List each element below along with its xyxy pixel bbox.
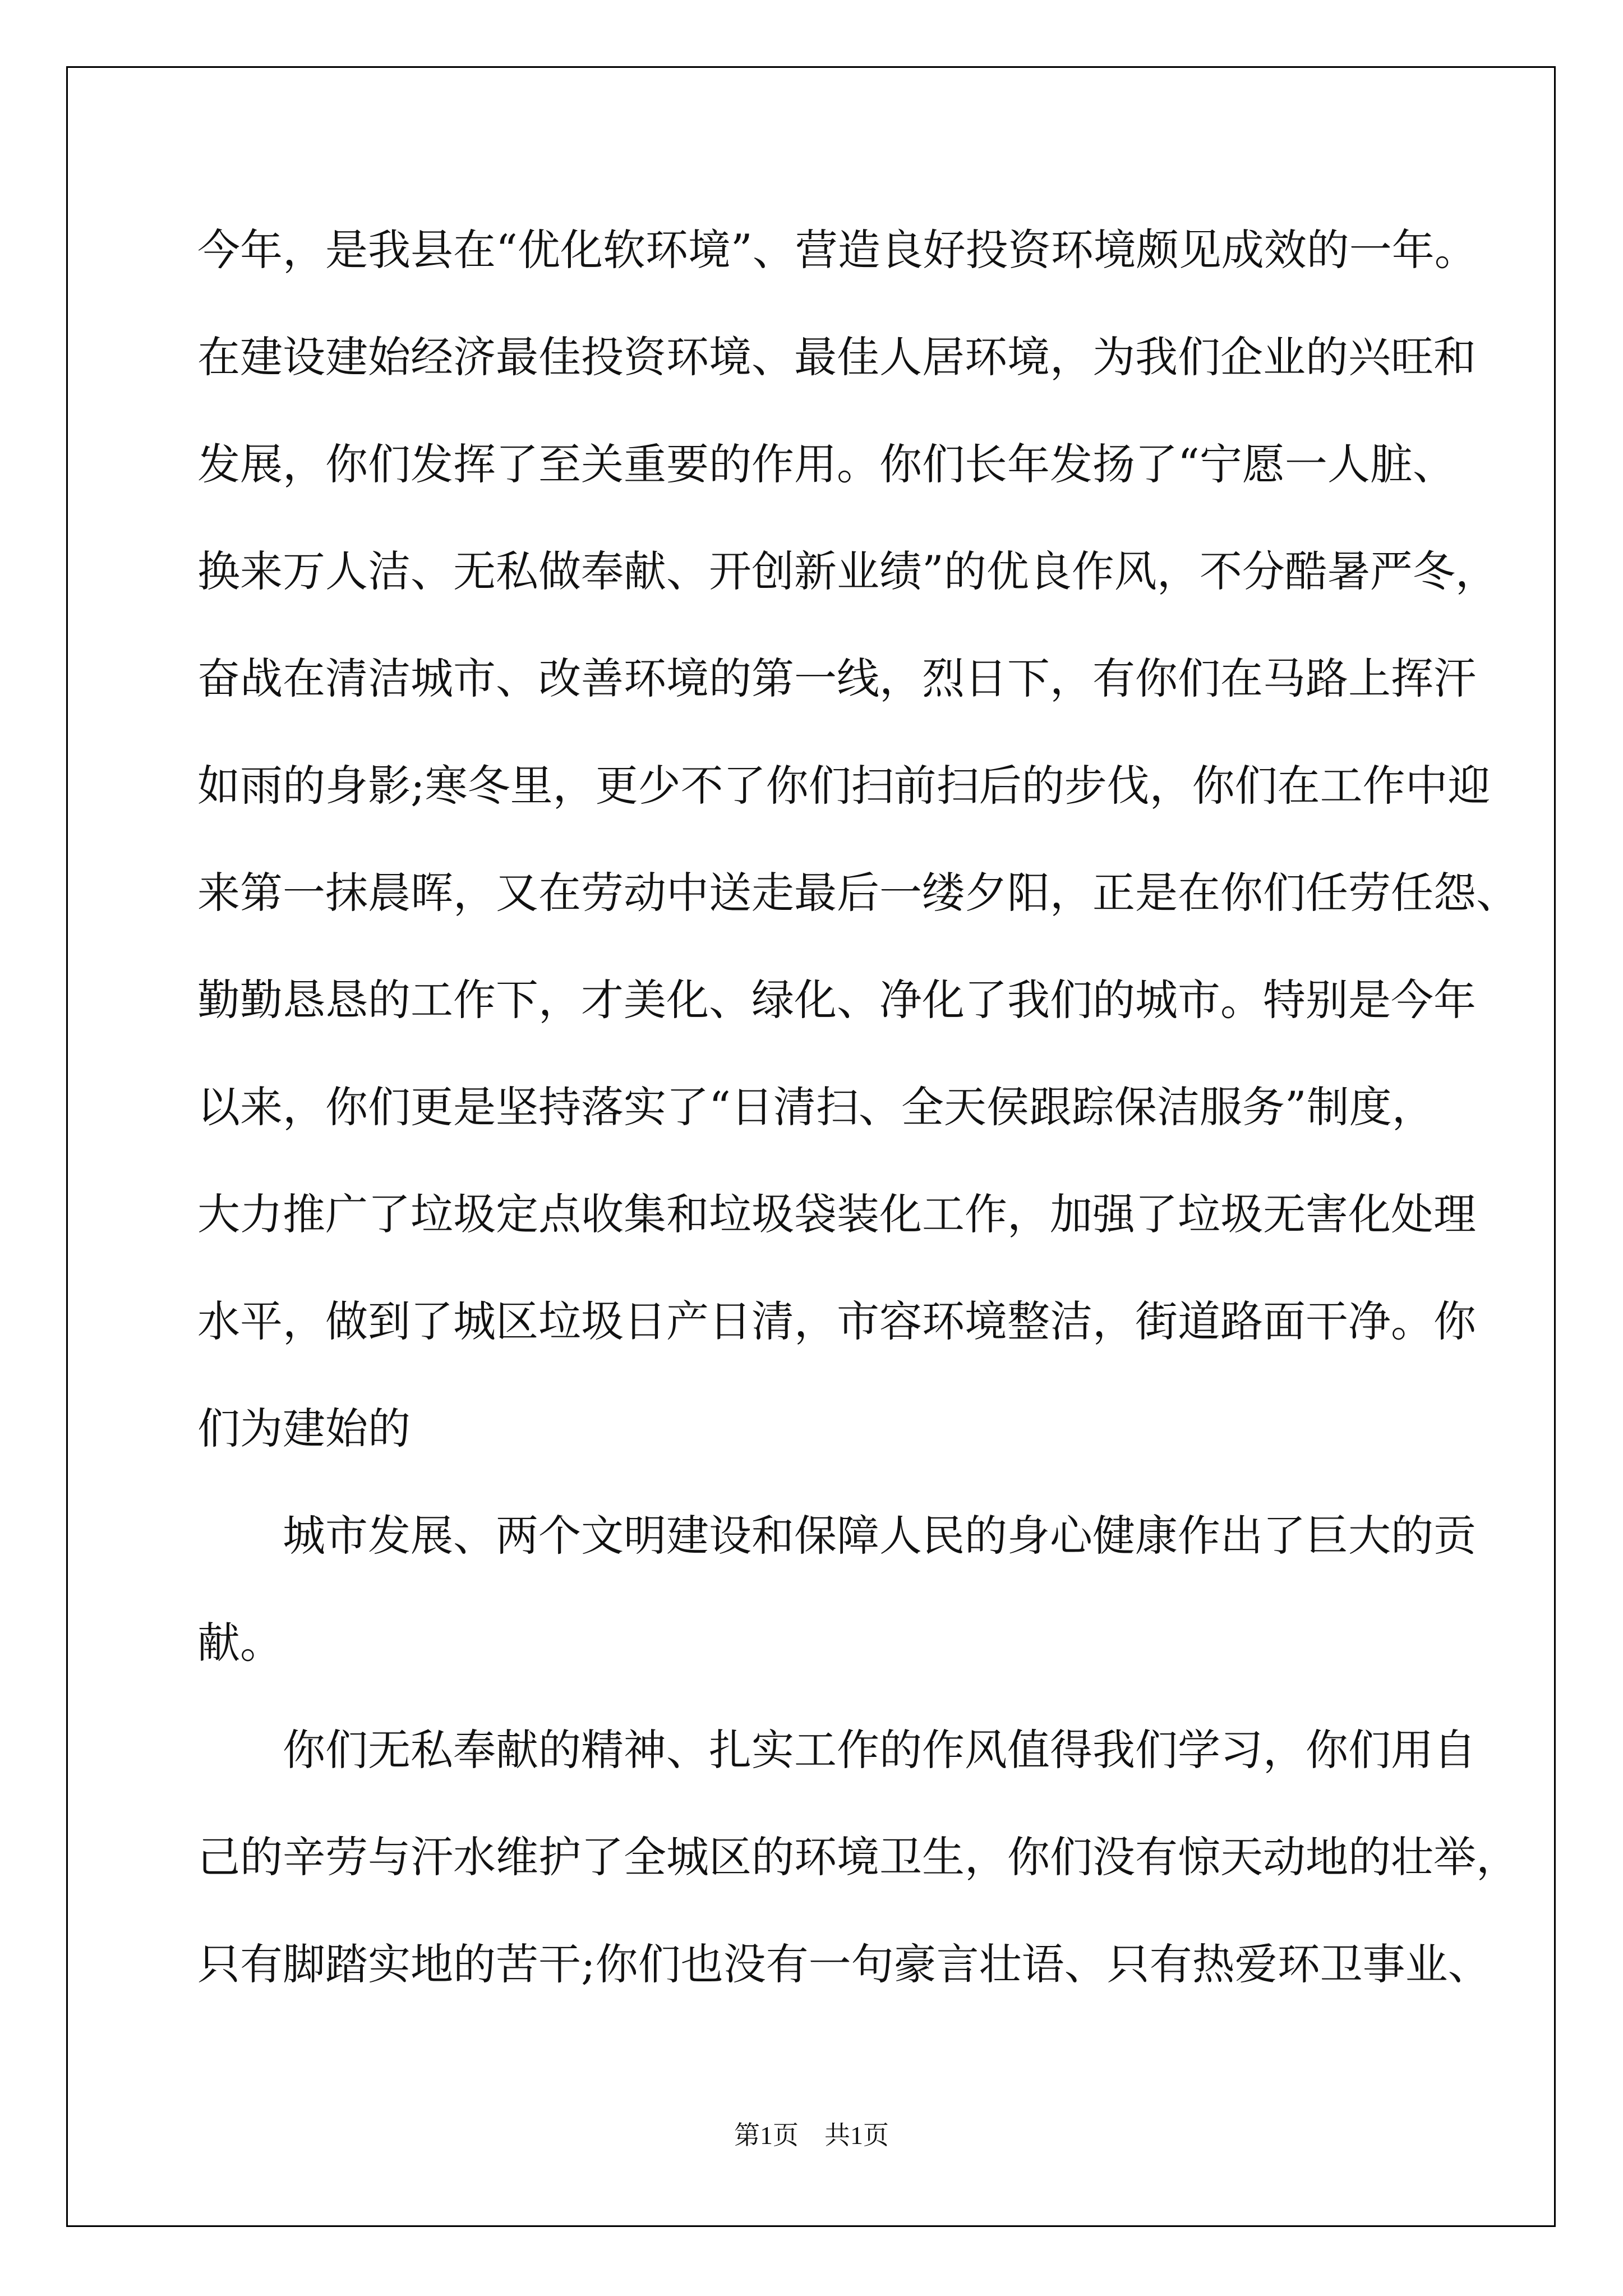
text-line: 献。 (197, 1618, 283, 1668)
text-line: 发展，你们发挥了至关重要的作用。你们长年发扬了“宁愿一人脏、 (197, 439, 1455, 489)
text-line: 水平，做到了城区垃圾日产日清，市容环境整洁，街道路面干净。你 (197, 1296, 1476, 1346)
text-line: 来第一抹晨晖，又在劳动中送走最后一缕夕阳，正是在你们任劳任怨、 (197, 868, 1519, 918)
text-line: 大力推广了垃圾定点收集和垃圾袋装化工作，加强了垃圾无害化处理 (197, 1189, 1476, 1239)
text-line: 在建设建始经济最佳投资环境、最佳人居环境，为我们企业的兴旺和 (197, 332, 1476, 382)
text-line: 只有脚踏实地的苦干;你们也没有一句豪言壮语、只有热爱环卫事业、 (197, 1939, 1491, 1989)
text-line: 奋战在清洁城市、改善环境的第一线，烈日下，有你们在马路上挥汗 (197, 654, 1476, 703)
document-body (197, 196, 1519, 2018)
text-line: 换来万人洁、无私做奉献、开创新业绩”的优良作风，不分酷暑严冬， (197, 546, 1498, 596)
text-line: 己的辛劳与汗水维护了全城区的环境卫生，你们没有惊天动地的壮举， (197, 1832, 1519, 1882)
text-line: 今年，是我县在“优化软环境”、营造良好投资环境颇见成效的一年。 (197, 225, 1477, 275)
page-number: 第1页 共1页 (734, 2121, 889, 2150)
text-line: 们为建始的 (197, 1404, 411, 1453)
text-line: 如雨的身影;寒冬里，更少不了你们扫前扫后的步伐，你们在工作中迎 (197, 761, 1491, 811)
text-line: 以来，你们更是坚持落实了“日清扫、全天侯跟踪保洁服务”制度， (197, 1082, 1435, 1132)
text-line: 勤勤恳恳的工作下，才美化、绿化、净化了我们的城市。特别是今年 (197, 975, 1476, 1025)
text-line: 你们无私奉献的精神、扎实工作的作风值得我们学习，你们用自 (283, 1725, 1476, 1775)
text-line: 城市发展、两个文明建设和保障人民的身心健康作出了巨大的贡 (283, 1511, 1476, 1561)
